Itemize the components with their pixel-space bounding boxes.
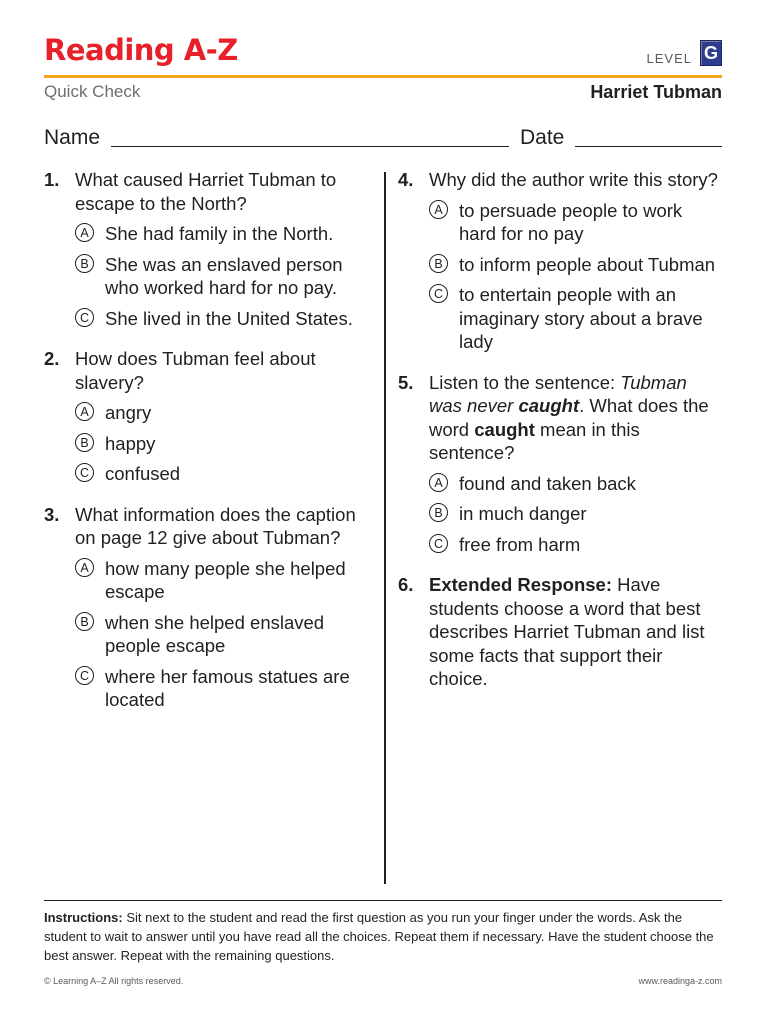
question-number: 4. [398, 169, 414, 190]
answer-bubble-b[interactable]: B [429, 503, 448, 522]
extended-response-label: Extended Response: [429, 574, 612, 595]
choice-text: to persuade people to work hard for no pay [459, 199, 683, 244]
book-title: Harriet Tubman [590, 82, 722, 102]
name-label: Name [44, 126, 101, 149]
left-column [44, 168, 374, 729]
choice-b[interactable] [429, 502, 724, 526]
extended-response-text: Have students choose a word that best describes Harriet Tubman and list some facts that support their choice. [429, 574, 705, 689]
target-word: caught [474, 418, 535, 440]
choice-c[interactable] [75, 462, 374, 486]
answer-bubble-a[interactable]: A [75, 223, 94, 242]
question-text [429, 371, 724, 465]
choice-text: angry [105, 402, 152, 423]
right-column [398, 168, 724, 708]
choice-text: how many people she helped escape [105, 557, 346, 602]
choice-a[interactable] [75, 557, 374, 604]
choice-a[interactable] [429, 199, 724, 246]
instructions-text: Sit next to the student and read the first question as you run your finger under the words. Ask the student to wait to answer until you have read all the choices. Repeat them if necessary. Have the student choose the best answer. Repeat with the remaining questions. [44, 910, 714, 963]
choice-text: She lived in the United States. [105, 307, 353, 329]
answer-bubble-c[interactable]: C [75, 308, 94, 327]
choice-a[interactable] [429, 472, 724, 496]
instructions [44, 908, 722, 965]
choice-text: free from harm [459, 533, 581, 555]
quoted-sentence: Tubman was never [429, 371, 687, 416]
answer-bubble-c[interactable]: C [429, 284, 448, 303]
header-rule [44, 75, 722, 78]
choice-c[interactable] [75, 307, 374, 331]
quoted-target-word: caught [518, 395, 580, 416]
answer-bubble-b[interactable]: B [75, 612, 94, 631]
choice-b[interactable] [75, 611, 374, 658]
answer-bubble-a[interactable]: A [429, 200, 448, 219]
choice-text: to entertain people with an imaginary story about a brave lady [459, 284, 703, 352]
choice-text: where her famous statues are located [105, 665, 350, 710]
choice-c[interactable] [429, 283, 724, 354]
answer-bubble-b[interactable]: B [75, 254, 94, 273]
copyright: © Learning A–Z All rights reserved. [44, 976, 184, 986]
question-number: 5. [398, 371, 414, 393]
choice-a[interactable] [75, 222, 374, 246]
reading-az-logo: Reading A-Z [44, 33, 238, 67]
date-field[interactable] [575, 146, 722, 147]
level-indicator [647, 40, 722, 66]
question-1 [44, 168, 374, 330]
page-subtitle: Quick Check [44, 82, 141, 101]
choice-c[interactable] [75, 665, 374, 712]
question-number: 6. [398, 574, 414, 595]
answer-bubble-c[interactable]: C [429, 534, 448, 553]
question-3 [44, 503, 374, 712]
website-link[interactable]: www.readinga-z.com [638, 976, 722, 986]
choice-c[interactable] [429, 533, 724, 557]
question-text [429, 573, 724, 691]
question-6 [398, 573, 724, 691]
choice-text: in much danger [459, 503, 587, 524]
choice-text: happy [105, 432, 156, 454]
choice-text: to inform people about Tubman [459, 253, 716, 275]
date-label: Date [520, 126, 565, 149]
question-number: 3. [44, 503, 60, 525]
question-5 [398, 371, 724, 557]
question-text-end: mean in this sentence? [429, 418, 640, 463]
answer-bubble-b[interactable]: B [75, 433, 94, 452]
choice-a[interactable] [75, 401, 374, 425]
question-text: What information does the caption on page 12 give about Tubman? [75, 503, 356, 548]
choice-b[interactable] [75, 432, 374, 456]
choice-text: found and taken back [459, 472, 636, 494]
question-text: What caused Harriet Tubman to escape to the North? [75, 169, 337, 214]
answer-bubble-c[interactable]: C [75, 666, 94, 685]
choice-text: She had family in the North. [105, 223, 334, 244]
level-label: LEVEL [646, 51, 692, 66]
answer-bubble-b[interactable]: B [429, 254, 448, 273]
question-number: 2. [44, 348, 60, 369]
question-4 [398, 168, 724, 354]
name-field[interactable] [111, 146, 509, 147]
answer-bubble-c[interactable]: C [75, 463, 94, 482]
choice-text: when she helped enslaved people escape [105, 611, 325, 656]
question-number: 1. [44, 169, 60, 190]
answer-bubble-a[interactable]: A [75, 558, 94, 577]
instructions-label: Instructions: [44, 910, 123, 925]
question-text: How does Tubman feel about slavery? [75, 348, 316, 393]
level-badge: G [700, 40, 722, 66]
choice-b[interactable] [429, 253, 724, 277]
column-divider [384, 172, 386, 884]
choice-b[interactable] [75, 253, 374, 300]
footer-rule [44, 900, 722, 901]
choice-text: confused [105, 463, 181, 484]
choice-text: She was an enslaved person who worked hard for no pay. [105, 253, 343, 298]
answer-bubble-a[interactable]: A [75, 402, 94, 421]
question-text-intro: Listen to the sentence: [429, 371, 621, 393]
answer-bubble-a[interactable]: A [429, 473, 448, 492]
question-text-middle: . What does the word [429, 395, 709, 440]
question-2 [44, 347, 374, 486]
name-date-row [44, 126, 722, 150]
question-text: Why did the author write this story? [429, 169, 718, 190]
